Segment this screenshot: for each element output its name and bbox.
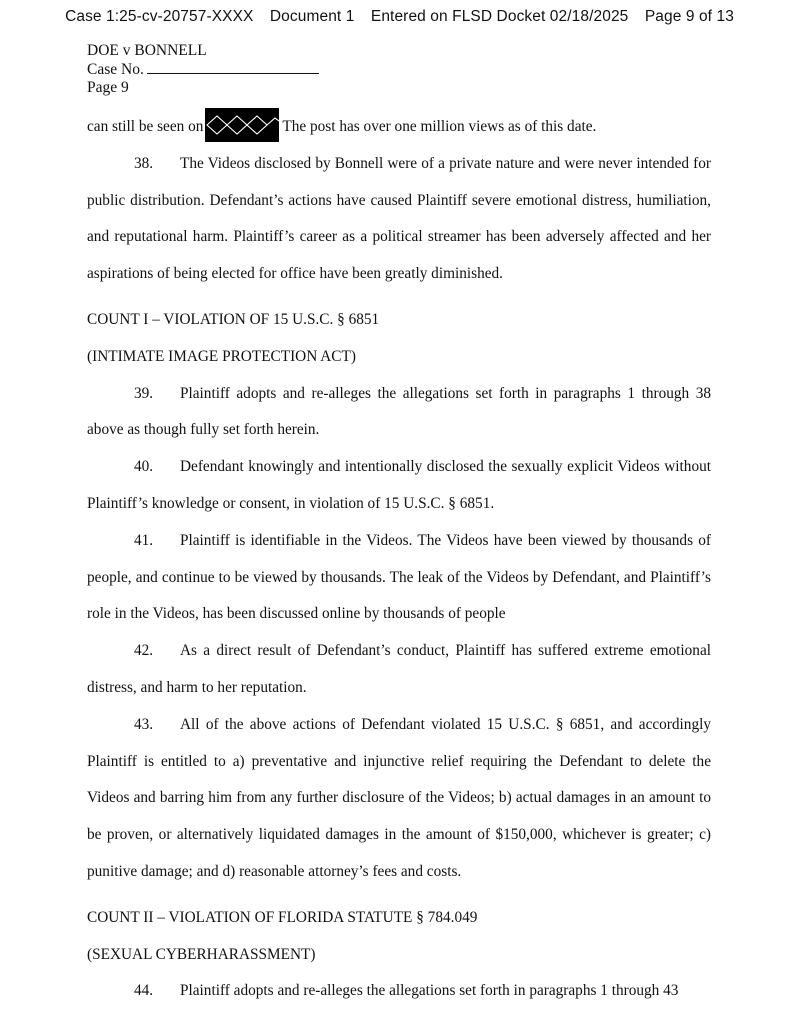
intro-line [87, 108, 711, 146]
paragraph-38 [87, 146, 711, 293]
paragraph-40 [87, 449, 711, 523]
intro-after-text: The post has over one million views as of this date. [282, 118, 597, 135]
page-label: Page 9 [87, 79, 129, 96]
entered-date: Entered on FLSD Docket 02/18/2025 [370, 8, 629, 25]
paragraph-number: 39. [134, 384, 154, 402]
case-no-line [87, 61, 319, 80]
paragraph-number: 40. [134, 458, 154, 476]
paragraph-39 [87, 376, 711, 450]
page-count: Page 9 of 13 [644, 8, 734, 25]
paragraph-text: Plaintiff is identifiable in the Videos. The Videos have been viewed by thousands of people, and continue to be viewed by thousands. The leak of the Videos by Defendant, and Plaintiff’s role in the Videos, has been discussed online by thousands of people [87, 531, 711, 623]
intro-before-text: can still be seen on [87, 118, 204, 135]
redaction-box [205, 108, 279, 142]
case-parties: DOE v BONNELL [87, 42, 207, 59]
paragraph-text: Plaintiff adopts and re-alleges the allegations set forth in paragraphs 1 through 38 above as though fully set forth herein. [87, 384, 711, 439]
paragraph-number: 42. [134, 642, 154, 660]
case-no-label: Case No. [87, 60, 144, 78]
paragraph-text: The Videos disclosed by Bonnell were of a private nature and were never intended for public distribution. Defendant’s actions have caused Plaintiff severe emotional distress, humiliation, and reputational harm. Plaintiff’s career as a political streamer has been adversely affected and her aspirations of being elected for office have been greatly diminished. [87, 154, 711, 283]
count-1-subtitle: (INTIMATE IMAGE PROTECTION ACT) [87, 347, 356, 365]
paragraph-text: As a direct result of Defendant’s conduct, Plaintiff has suffered extreme emotional distress, and harm to her reputation. [87, 642, 711, 696]
paragraph-number: 41. [134, 531, 154, 549]
paragraph-number: 43. [134, 715, 154, 733]
case-number: Case 1:25-cv-20757-XXXX [65, 8, 254, 25]
paragraph-41 [87, 523, 711, 633]
docket-header [0, 8, 799, 26]
redaction-pattern-icon [205, 108, 279, 142]
paragraph-43 [87, 707, 711, 891]
paragraph-text: Plaintiff adopts and re-alleges the allegations set forth in paragraphs 1 through 43 [180, 982, 679, 1000]
paragraph-number: 44. [134, 982, 154, 1000]
count-2-subtitle: (SEXUAL CYBERHARASSMENT) [87, 945, 316, 963]
paragraph-44 [87, 973, 711, 1010]
paragraph-text: All of the above actions of Defendant violated 15 U.S.C. § 6851, and accordingly Plaintiff is entitled to a) preventative and injunctive relief requiring the Defendant to delete the Videos and barring him from any further disclosure of the Videos; b) actual damages in an amount to be proven, or alternatively liquidated damages in the amount of $150,000, whichever is greater; c) punitive damage; and d) reasonable attorney’s fees and costs. [87, 715, 711, 880]
count-1-title: COUNT I – VIOLATION OF 15 U.S.C. § 6851 [87, 310, 380, 328]
paragraph-text: Defendant knowingly and intentionally disclosed the sexually explicit Videos without Plaintiff’s knowledge or consent, in violation of 15 U.S.C. § 6851. [87, 458, 711, 512]
case-no-blank [147, 61, 319, 74]
count-2-title: COUNT II – VIOLATION OF FLORIDA STATUTE § 784.049 [87, 908, 478, 926]
case-caption [87, 42, 319, 98]
paragraph-number: 38. [134, 154, 154, 172]
document-body [87, 108, 711, 1010]
document-number: Document 1 [269, 8, 355, 25]
paragraph-42 [87, 633, 711, 707]
